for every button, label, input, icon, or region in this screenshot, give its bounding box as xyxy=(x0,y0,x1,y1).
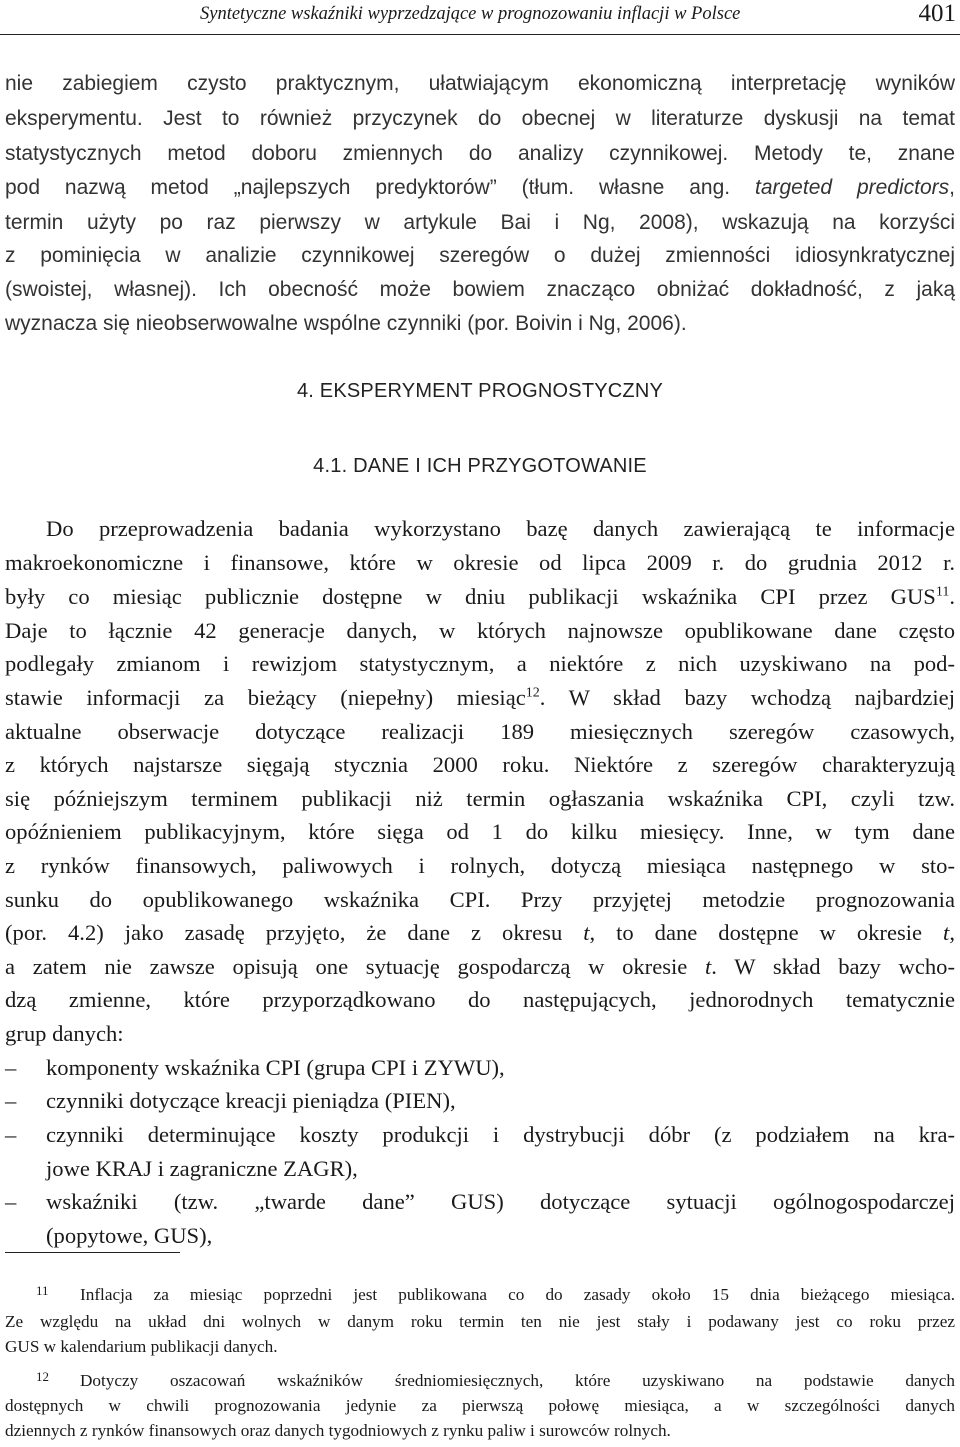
text-segment: , to dane dostępne w okresie xyxy=(589,920,923,945)
text-line: wyznacza się nieobserwowalne wspólne czynniki (por. Boivin i Ng, 2006). xyxy=(5,312,687,335)
text-line: z których najstarsze sięgają stycznia 2000 roku. Niektóre z szeregów charakteryzują xyxy=(5,752,955,777)
footnote-text: Inflacja za miesiąc poprzedni jest publikowana co do zasady około 15 dnia bieżącego miesiąca. xyxy=(80,1285,955,1304)
footnote-line: dostępnych w chwili prognozowania jedynie za pierwszą połowę miesiąca, a w szczególności danych xyxy=(5,1396,955,1415)
footnote-11 xyxy=(5,1280,955,1306)
footnote-line: GUS w kalendarium publikacji danych. xyxy=(5,1337,278,1356)
text-line: nie zabiegiem czysto praktycznym, ułatwiającym ekonomiczną interpretację wyników xyxy=(5,72,955,95)
text-line: z pominięcia w analizie czynnikowej szeregów o dużej zmienności idiosynkratycznej xyxy=(5,244,955,267)
list-item: wskaźniki (tzw. „twarde dane” GUS) dotyczące sytuacji ogólnogospodarczej xyxy=(46,1189,955,1214)
text-line: grup danych: xyxy=(5,1021,124,1046)
text-line: termin użyty po raz pierwszy w artykule Bai i Ng, 2008), wskazują na korzyści xyxy=(5,211,955,234)
running-title: Syntetyczne wskaźniki wyprzedzające w prognozowaniu inflacji w Polsce xyxy=(200,4,741,24)
footnote-rule xyxy=(5,1252,180,1253)
text-line xyxy=(5,919,955,947)
text-line: sunku do opublikowanego wskaźnika CPI. Przy przyjętej metodzie prognozowania xyxy=(5,887,955,912)
italic-term: targeted predictors xyxy=(755,176,950,199)
text-segment: pod nazwą metod „najlepszych predyktorów” (tłum. własne ang. xyxy=(5,176,731,199)
text-line: statystycznych metod doboru zmiennych do analizy czynnikowej. Metody te, znane xyxy=(5,142,955,165)
text-line: Do przeprowadzenia badania wykorzystano bazę danych zawierającą te informacje xyxy=(46,516,955,541)
text-line: eksperymentu. Jest to również przyczynek do obecnej w literaturze dyskusji na temat xyxy=(5,107,955,130)
text-line: z rynków finansowych, paliwowych i rolnych, dotyczą miesiąca następnego w sto- xyxy=(5,853,955,878)
page-number: 401 xyxy=(918,0,956,27)
text-segment: . xyxy=(949,584,955,609)
text-line xyxy=(5,953,955,981)
text-segment: stawie informacji za bieżący (niepełny) miesiąc xyxy=(5,685,526,710)
text-line xyxy=(5,174,955,202)
footnote-number: 12 xyxy=(36,1369,49,1384)
footnote-line: dziennych z rynków finansowych oraz danych tygodniowych z rynku paliw i surowców rolnych. xyxy=(5,1421,671,1440)
footnote-text: Dotyczy oszacowań wskaźników średniomiesięcznych, które uzyskiwano na podstawie danych xyxy=(80,1371,955,1390)
footnote-number: 11 xyxy=(36,1283,49,1298)
text-line: makroekonomiczne i finansowe, które w okresie od lipca 2009 r. do grudnia 2012 r. xyxy=(5,550,955,575)
list-dash: – xyxy=(5,1088,17,1113)
text-line xyxy=(5,583,955,611)
running-header xyxy=(0,0,960,35)
footnote-12 xyxy=(5,1366,955,1392)
list-dash: – xyxy=(5,1122,17,1147)
text-line: Daje to łącznie 42 generacje danych, w których najnowsze opublikowane dane często xyxy=(5,618,955,643)
footnote-ref: 11 xyxy=(935,584,950,600)
text-line: podlegały zmianom i rewizjom statystycznym, a niektóre z nich uzyskiwano na pod- xyxy=(5,651,955,676)
list-item-continued: jowe KRAJ i zagraniczne ZAGR), xyxy=(46,1156,358,1181)
italic-variable: t xyxy=(943,920,950,945)
list-item: komponenty wskaźnika CPI (grupa CPI i ZYWU), xyxy=(46,1055,505,1080)
footnote-ref: 12 xyxy=(525,685,540,701)
text-segment: (por. 4.2) jako zasadę przyjęto, że dane z okresu xyxy=(5,920,563,945)
text-segment: . W skład bazy wchodzą najbardziej xyxy=(539,685,955,710)
text-segment: . W skład bazy wcho- xyxy=(711,954,955,979)
footnote-line: Ze względu na układ dni wolnych w danym roku termin ten nie jest stały i podawany jest co roku przez xyxy=(5,1312,955,1331)
list-item-continued: (popytowe, GUS), xyxy=(46,1223,213,1248)
text-segment: , xyxy=(949,920,955,945)
text-segment: a zatem nie zawsze opisują one sytuację gospodarczą w okresie xyxy=(5,954,688,979)
text-line: opóźnieniem publikacyjnym, które sięga od 1 do kilku miesięcy. Inne, w tym dane xyxy=(5,819,955,844)
italic-variable: t xyxy=(583,920,590,945)
text-line: (swoistej, własnej). Ich obecność może bowiem znacząco obniżać dokładność, z jaką xyxy=(5,278,955,301)
text-segment: były co miesiąc publicznie dostępne w dniu publikacji wskaźnika CPI przez GUS xyxy=(5,584,936,609)
list-dash: – xyxy=(5,1055,17,1080)
text-line: aktualne obserwacje dotyczące realizacji 189 miesięcznych szeregów czasowych, xyxy=(5,719,955,744)
text-line: się późniejszym terminem publikacji niż termin ogłaszania wskaźnika CPI, czyli tzw. xyxy=(5,786,955,811)
section-heading: 4. EKSPERYMENT PROGNOSTYCZNY xyxy=(296,380,664,402)
text-line xyxy=(5,684,955,712)
text-line: dzą zmienne, które przyporządkowano do następujących, jednorodnych tematycznie xyxy=(5,987,955,1012)
list-item: czynniki dotyczące kreacji pieniądza (PIEN), xyxy=(46,1088,456,1113)
subsection-heading: 4.1. DANE I ICH PRZYGOTOWANIE xyxy=(313,455,647,477)
list-item: czynniki determinujące koszty produkcji i dystrybucji dóbr (z podziałem na kra- xyxy=(46,1122,955,1147)
italic-variable: t xyxy=(705,954,712,979)
text-segment: , xyxy=(949,176,955,199)
list-dash: – xyxy=(5,1189,17,1214)
